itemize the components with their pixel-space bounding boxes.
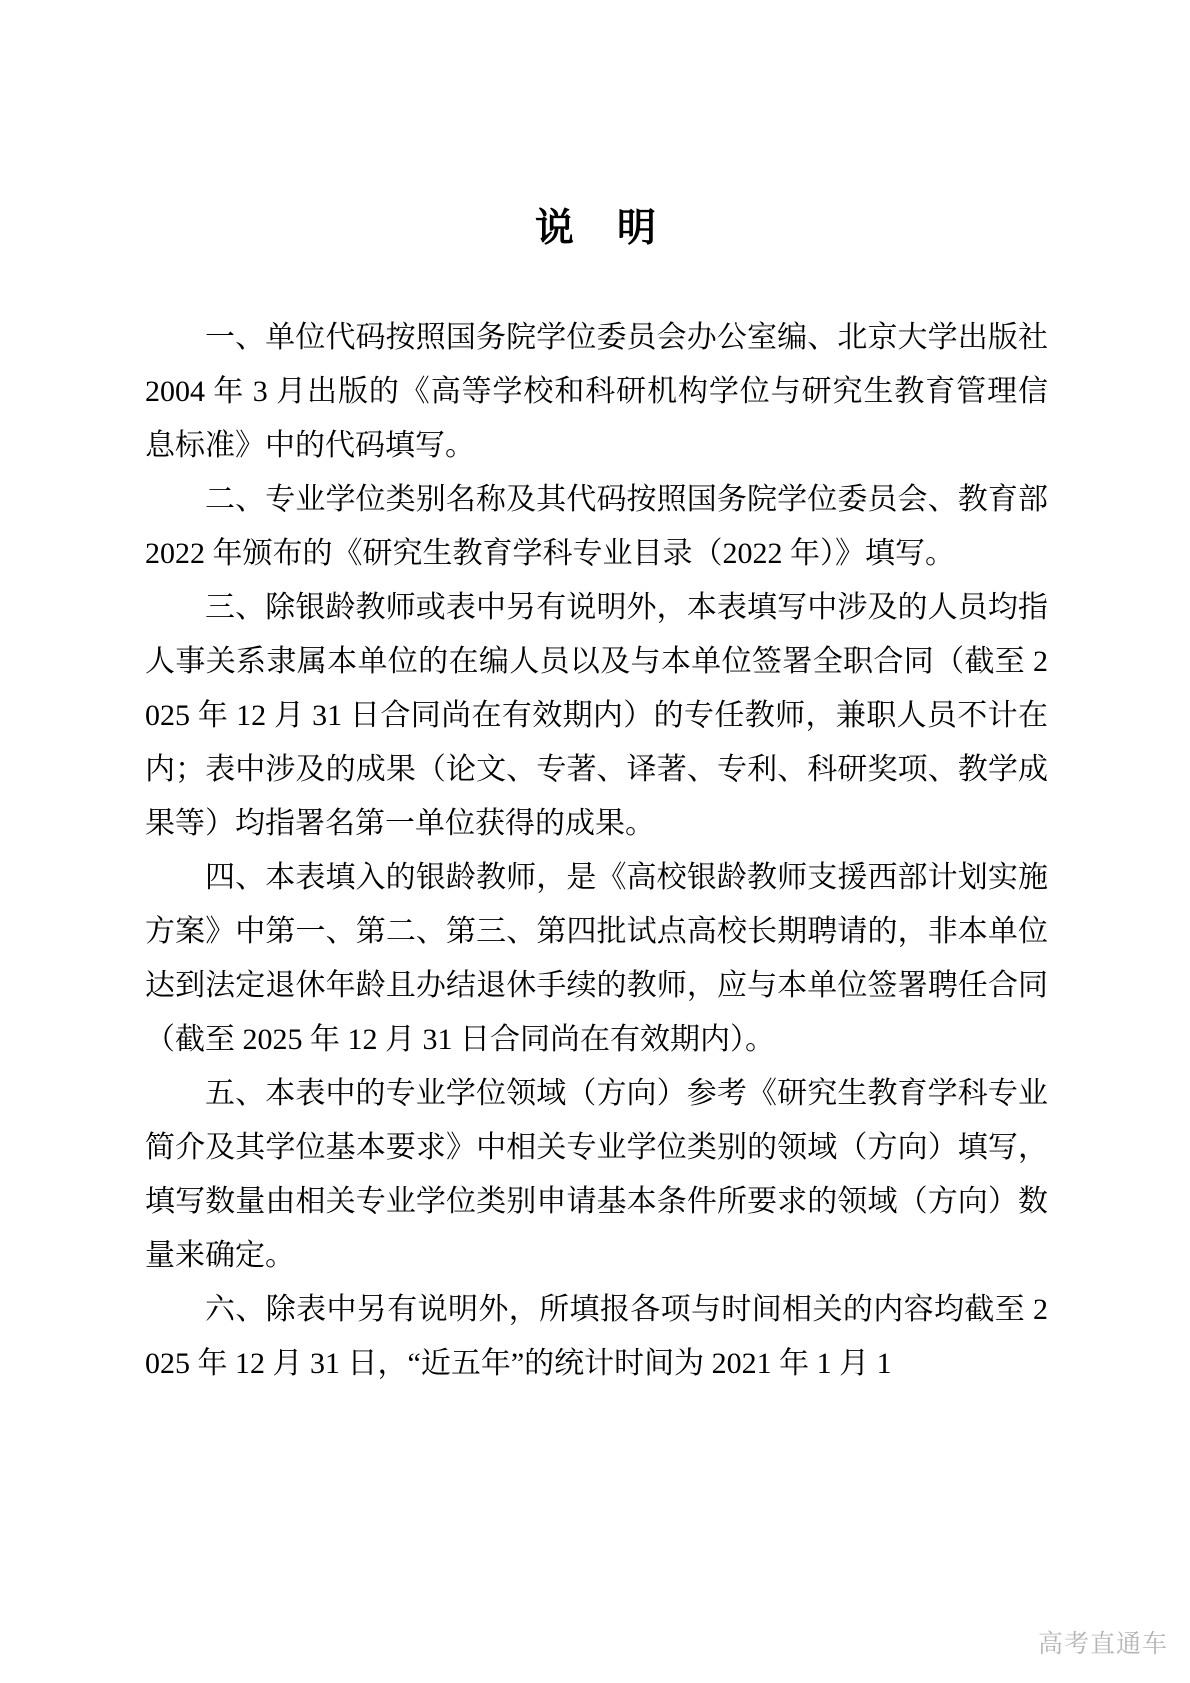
notes-paragraph-6: 六、除表中另有说明外，所填报各项与时间相关的内容均截至 2025 年 12 月 31 日，“近五年”的统计时间为 2021 年 1 月 1 (145, 1293, 1048, 1380)
notes-paragraph-5: 五、本表中的专业学位领域（方向）参考《研究生教育学科专业简介及其学位基本要求》中相关专业学位类别的领域（方向）填写，填写数量由相关专业学位类别申请基本条件所要求的领域（方向）数量来确定。 (145, 1077, 1048, 1272)
document-content (145, 205, 1048, 1391)
page-title: 说 明 (534, 207, 658, 250)
notes-paragraph-1: 一、单位代码按照国务院学位委员会办公室编、北京大学出版社 2004 年 3 月出版的《高等学校和科研机构学位与研究生教育管理信息标准》中的代码填写。 (145, 321, 1048, 462)
notes-paragraph-2: 二、专业学位类别名称及其代码按照国务院学位委员会、教育部 2022 年颁布的《研究生教育学科专业目录（2022 年）》填写。 (145, 483, 1048, 570)
notes-paragraph-4: 四、本表填入的银龄教师，是《高校银龄教师支援西部计划实施方案》中第一、第二、第三、第四批试点高校长期聘请的，非本单位达到法定退休年龄且办结退休手续的教师，应与本单位签署聘任合同（截至 2025 年 12 月 31 日合同尚在有效期内）。 (145, 861, 1048, 1056)
notes-paragraph-3: 三、除银龄教师或表中另有说明外，本表填写中涉及的人员均指人事关系隶属本单位的在编人员以及与本单位签署全职合同（截至 2025 年 12 月 31 日合同尚在有效期内）的专任教师，兼职人员不计在内；表中涉及的成果（论文、专著、译著、专利、科研奖项、教学成果等）均指署名第一单位获得的成果。 (145, 591, 1048, 840)
watermark: 高考直通车 (1037, 1630, 1168, 1658)
